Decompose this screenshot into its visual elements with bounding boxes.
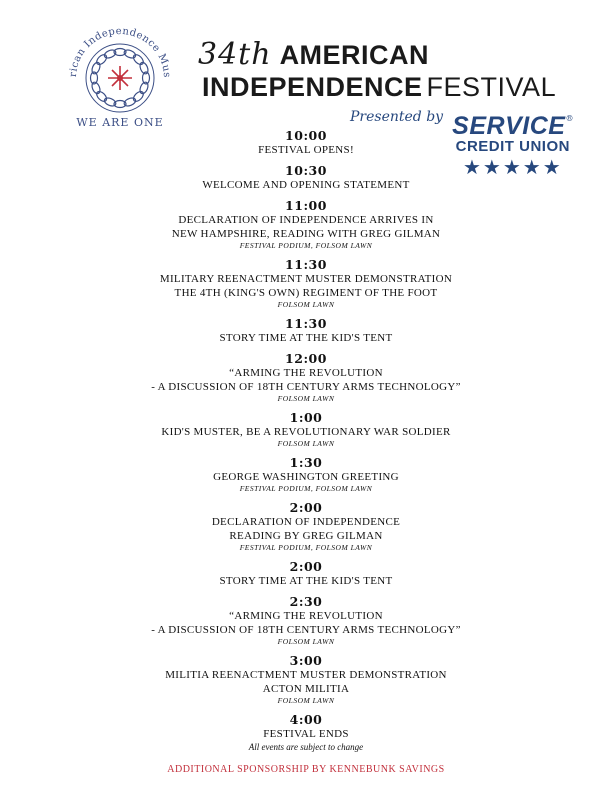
event-description: MILITARY REENACTMENT MUSTER DEMONSTRATION xyxy=(159,273,453,285)
event-description: NEW HAMPSHIRE, READING WITH GREG GILMAN xyxy=(171,228,441,240)
schedule-event xyxy=(56,163,556,192)
schedule-event xyxy=(56,410,556,449)
event-description: DECLARATION OF INDEPENDENCE xyxy=(211,516,401,528)
event-description: GEORGE WASHINGTON GREETING xyxy=(213,471,399,483)
event-time: 11:30 xyxy=(285,316,327,331)
presented-by-text: Presented by xyxy=(350,109,444,125)
schedule-note: All events are subject to change xyxy=(248,742,364,752)
sponsor-name: SERVICE xyxy=(452,112,566,140)
event-location: FOLSOM LAWN xyxy=(277,439,335,448)
event-description: DECLARATION OF INDEPENDENCE ARRIVES IN xyxy=(178,214,434,226)
title-festival: FESTIVAL xyxy=(426,72,557,102)
registered-mark: ® xyxy=(565,114,574,123)
event-description: - A DISCUSSION OF 18TH CENTURY ARMS TECHNOLOGY” xyxy=(151,624,461,636)
event-location: FOLSOM LAWN xyxy=(277,394,335,403)
event-description: THE 4TH (KING'S OWN) REGIMENT OF THE FOOT xyxy=(174,287,438,299)
event-description: STORY TIME AT THE KID'S TENT xyxy=(219,575,393,587)
event-time: 12:00 xyxy=(285,351,327,366)
chain-link-icon xyxy=(95,53,108,66)
schedule-event xyxy=(56,316,556,345)
title-independence: INDEPENDENCE xyxy=(202,72,423,102)
logo-motto: WE ARE ONE xyxy=(76,116,164,129)
chain-link-icon xyxy=(95,90,108,103)
event-description: WELCOME AND OPENING STATEMENT xyxy=(202,179,410,191)
event-time: 11:30 xyxy=(285,257,327,272)
event-description: FESTIVAL OPENS! xyxy=(258,144,354,156)
chain-link-icon xyxy=(132,53,145,66)
event-description: KID'S MUSTER, BE A REVOLUTIONARY WAR SOLDIER xyxy=(161,426,451,438)
star-icons: ★★★★★ xyxy=(462,154,563,179)
chain-link-icon xyxy=(132,90,145,103)
event-description: “ARMING THE REVOLUTION xyxy=(229,367,383,379)
svg-text:American Independence Museum xyxy=(62,16,172,78)
logo-ring-text: rican Independence Mus xyxy=(67,25,173,79)
event-time: 10:30 xyxy=(285,163,327,178)
event-time: 4:00 xyxy=(289,712,323,727)
event-time: 2:00 xyxy=(289,559,323,574)
event-time: 1:00 xyxy=(289,410,323,425)
title-number: 34th xyxy=(198,37,272,72)
additional-sponsorship: ADDITIONAL SPONSORSHIP BY KENNEBUNK SAVINGS xyxy=(167,764,445,775)
museum-seal-icon xyxy=(62,16,178,140)
schedule-event xyxy=(56,128,556,157)
schedule-event xyxy=(56,351,556,404)
title-american: AMERICAN xyxy=(279,40,430,70)
event-time: 2:00 xyxy=(289,500,323,515)
event-description: - A DISCUSSION OF 18TH CENTURY ARMS TECHNOLOGY” xyxy=(151,381,461,393)
event-time: 1:30 xyxy=(289,455,323,470)
event-location: FOLSOM LAWN xyxy=(277,300,335,309)
event-time: 11:00 xyxy=(285,198,327,213)
schedule-event xyxy=(56,559,556,588)
schedule-event xyxy=(56,455,556,494)
event-description: READING BY GREG GILMAN xyxy=(229,530,383,542)
event-location: FESTIVAL PODIUM, FOLSOM LAWN xyxy=(239,543,373,552)
event-location: FOLSOM LAWN xyxy=(277,696,335,705)
event-description: FESTIVAL ENDS xyxy=(263,728,349,740)
event-description: ACTON MILITIA xyxy=(262,683,350,695)
schedule-event xyxy=(56,594,556,647)
event-time: 3:00 xyxy=(289,653,323,668)
schedule-event xyxy=(56,257,556,310)
event-location: FESTIVAL PODIUM, FOLSOM LAWN xyxy=(239,241,373,250)
sponsor-subtitle: CREDIT UNION xyxy=(455,138,570,155)
event-location: FOLSOM LAWN xyxy=(277,637,335,646)
schedule-event xyxy=(56,653,556,706)
schedule-event xyxy=(56,712,556,741)
event-time: 2:30 xyxy=(289,594,323,609)
event-time: 10:00 xyxy=(285,128,327,143)
event-description: “ARMING THE REVOLUTION xyxy=(229,610,383,622)
event-schedule xyxy=(56,128,556,747)
event-location: FESTIVAL PODIUM, FOLSOM LAWN xyxy=(239,484,373,493)
schedule-event xyxy=(56,500,556,553)
museum-logo xyxy=(62,16,178,140)
event-description: MILITIA REENACTMENT MUSTER DEMONSTRATION xyxy=(165,669,447,681)
event-description: STORY TIME AT THE KID'S TENT xyxy=(219,332,393,344)
schedule-event xyxy=(56,198,556,251)
